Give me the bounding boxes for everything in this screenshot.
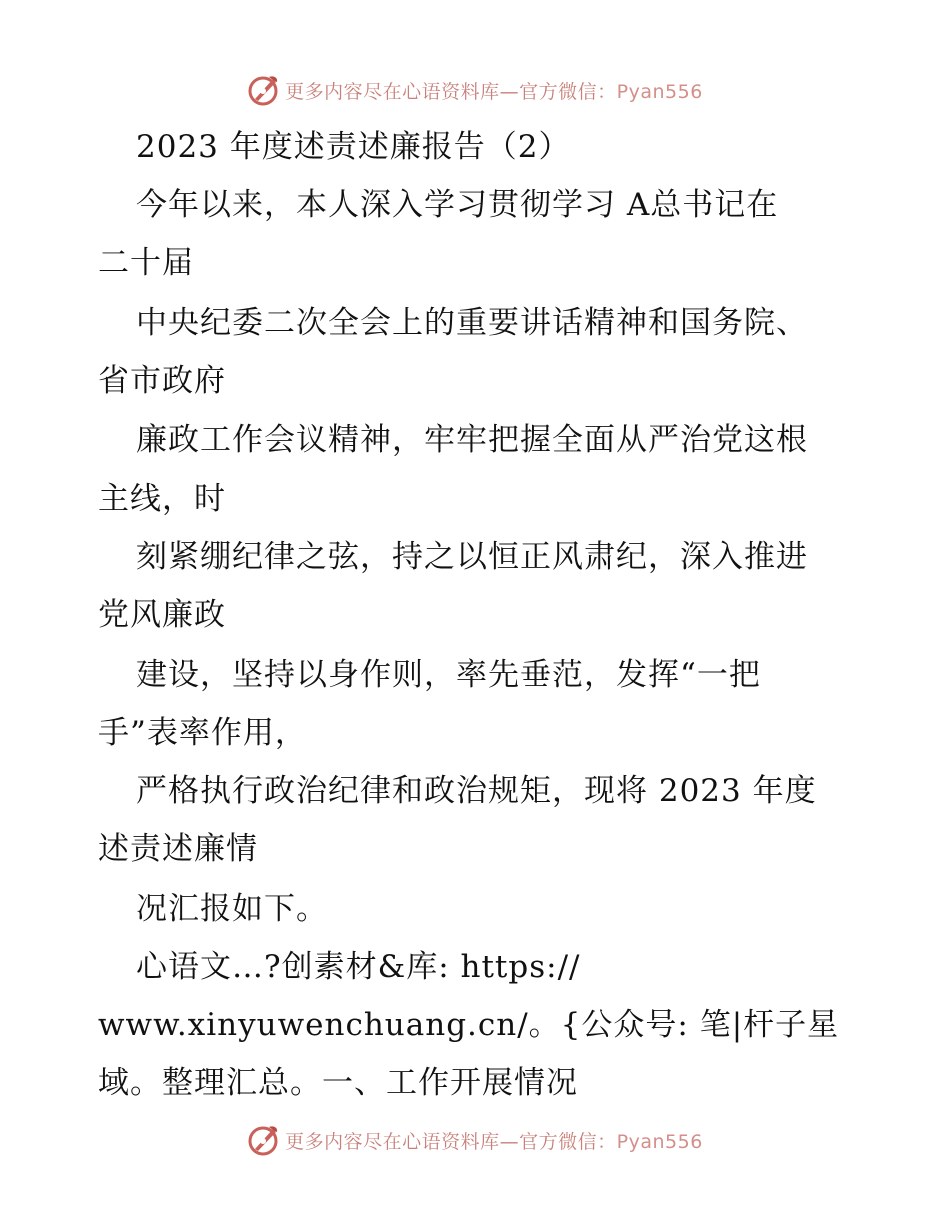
paragraph-line: 建设，坚持以身作则，率先垂范，发挥“一把 [136,657,761,693]
paragraph-line: www.xinyuwenchuang.cn/。{公众号: 笔|杆子星 [98,1007,840,1043]
paragraph-line: 今年以来，本人深入学习贯彻学习 A总书记在 [136,187,779,223]
watermark-text [285,1127,703,1154]
watermark-wechat-id: Pyan556 [616,1130,703,1153]
document-title: 2023 年度述责述廉报告（2） [136,129,571,165]
paragraph-line: 刻紧绷纪律之弦，持之以恒正风肃纪，深入推进 [136,539,808,575]
paragraph-line: 党风廉政 [98,597,226,633]
paragraph-line: 严格执行政治纪律和政治规矩，现将 2023 年度 [136,773,817,809]
watermark-wechat-id: Pyan556 [616,80,703,103]
quill-pen-circle-icon [247,1123,281,1157]
paragraph-line: 二十届 [98,245,194,281]
paragraph-line: 主线，时 [98,481,226,517]
paragraph-line: 述责述廉情 [98,831,258,867]
paragraph-line: 廉政工作会议精神，牢牢把握全面从严治党这根 [136,422,808,458]
paragraph-line: 况汇报如下。 [136,891,328,927]
paragraph-line: 域。整理汇总。一、工作开展情况 [98,1065,578,1101]
paragraph-line: 手”表率作用， [98,715,307,751]
paragraph-line: 心语文…?创素材&库: https:// [136,949,581,985]
footer-watermark [0,1122,950,1158]
watermark-text-cn: 更多内容尽在心语资料库—官方微信： [285,80,617,103]
paragraph-line: 省市政府 [98,363,226,399]
watermark-text-cn: 更多内容尽在心语资料库—官方微信： [285,1130,617,1153]
paragraph-line: 中央纪委二次全会上的重要讲话精神和国务院、 [136,305,808,341]
